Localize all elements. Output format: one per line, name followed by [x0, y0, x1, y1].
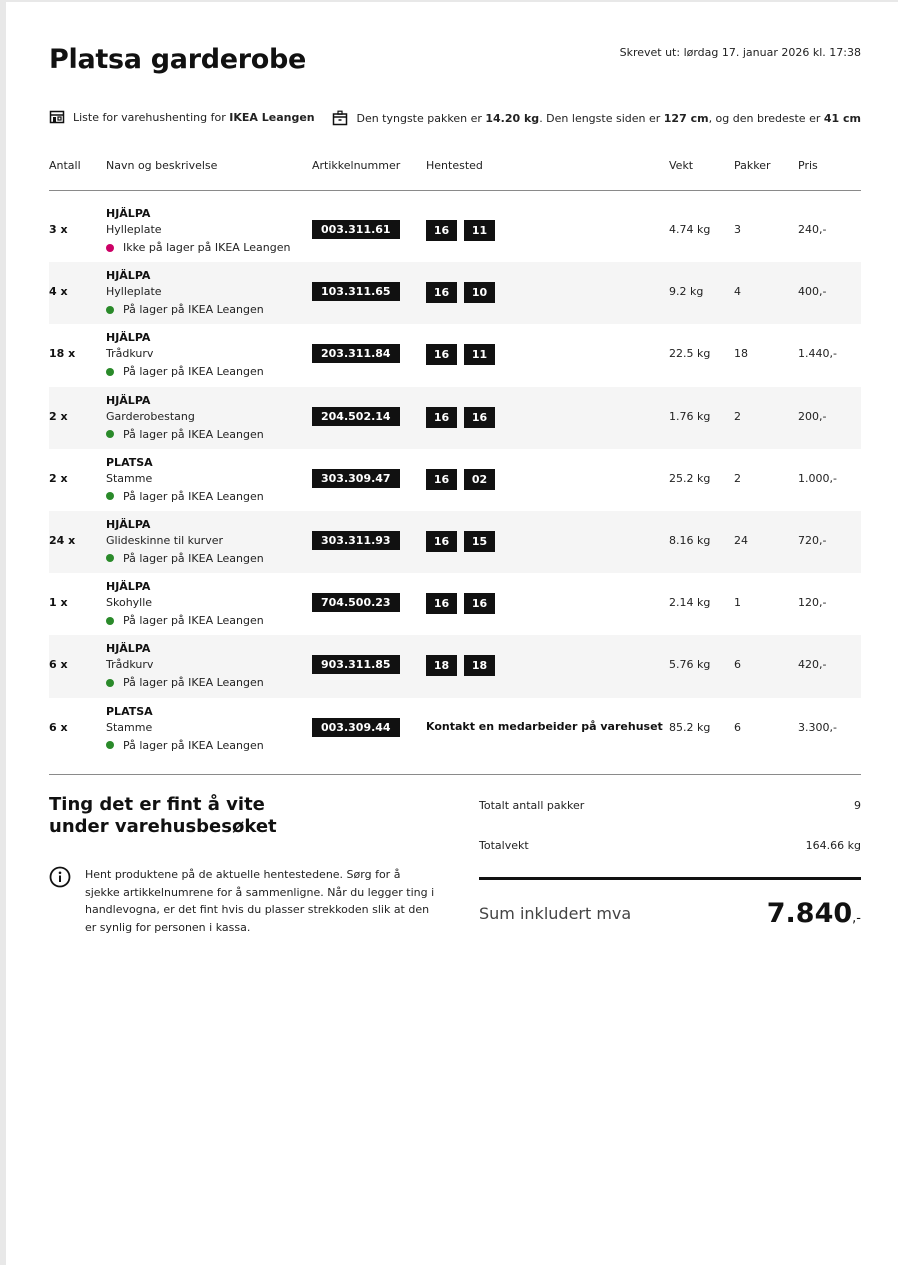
item-price: 200,-: [798, 409, 827, 423]
item-weight: 8.16 kg: [669, 533, 711, 547]
page-frame-left: [0, 0, 6, 1265]
stock-status: [106, 490, 264, 503]
info-icon: [49, 866, 71, 888]
package-icon: [332, 110, 348, 126]
location-aisle: 16: [426, 407, 457, 428]
total-weight-label: Totalvekt: [479, 839, 529, 852]
item-price: 1.440,-: [798, 347, 837, 361]
total-weight-value: 164.66 kg: [805, 839, 861, 852]
item-name: HJÄLPA: [106, 331, 151, 345]
stock-status-text: På lager på IKEA Leangen: [123, 303, 264, 317]
location-bin: 10: [464, 282, 495, 303]
item-packages: 18: [734, 347, 748, 361]
stock-status-dot: [106, 617, 114, 625]
stock-status-text: På lager på IKEA Leangen: [123, 738, 264, 752]
grand-total-label: Sum inkludert mva: [479, 904, 632, 923]
table-row: [49, 573, 861, 635]
article-number: 903.311.85: [312, 655, 400, 674]
stock-status-text: På lager på IKEA Leangen: [123, 676, 264, 690]
location-note: Kontakt en medarbeider på varehuset: [426, 719, 663, 733]
stock-status-dot: [106, 492, 114, 500]
item-name: HJÄLPA: [106, 642, 151, 656]
longest-side: 127 cm: [663, 111, 709, 125]
item-quantity: 4 x: [49, 285, 68, 299]
item-name: PLATSA: [106, 455, 153, 469]
item-quantity: 18 x: [49, 347, 76, 361]
grand-total-amount: 7.840: [766, 898, 853, 929]
table-row: [49, 511, 861, 573]
grand-total-suffix: ,-: [852, 911, 861, 926]
table-row: [49, 449, 861, 511]
item-description: Stamme: [106, 471, 153, 485]
stock-status-text: På lager på IKEA Leangen: [123, 365, 264, 379]
item-quantity: 2 x: [49, 409, 68, 423]
column-price: Pris: [798, 159, 818, 172]
column-packs: Pakker: [734, 159, 771, 172]
stock-status-dot: [106, 244, 114, 252]
total-packs-label: Totalt antall pakker: [479, 799, 585, 812]
store-icon: [49, 110, 65, 124]
item-price: 400,-: [798, 285, 827, 299]
item-packages: 6: [734, 720, 741, 734]
total-rule: [479, 877, 861, 880]
item-price: 420,-: [798, 658, 827, 672]
column-qty: Antall: [49, 159, 81, 172]
item-description: Stamme: [106, 720, 153, 734]
item-weight: 4.74 kg: [669, 223, 711, 236]
stock-status: [106, 241, 290, 254]
stock-status-text: På lager på IKEA Leangen: [123, 489, 264, 503]
store-info-prefix: Liste for varehushenting for: [73, 110, 226, 124]
item-quantity: 24 x: [49, 533, 76, 547]
item-quantity: 3 x: [49, 223, 68, 236]
stock-status-dot: [106, 679, 114, 687]
item-weight: 5.76 kg: [669, 658, 711, 672]
item-description: Hylleplate: [106, 285, 162, 299]
stock-status-text: På lager på IKEA Leangen: [123, 551, 264, 565]
item-name: HJÄLPA: [106, 517, 151, 531]
item-name: HJÄLPA: [106, 393, 151, 407]
stock-status-text: På lager på IKEA Leangen: [123, 427, 264, 441]
tips-text: Hent produktene på de aktuelle hentestedene. Sørg for å sjekke artikkelnumrene for å sammenligne. Når du legger ting i handlevogna, er det fint hvis du plasser strekkoden slik at den er synlig for personen i kassa.: [85, 868, 435, 934]
location-bin: 16: [464, 593, 495, 614]
location-aisle: 16: [426, 469, 457, 490]
item-packages: 4: [734, 285, 741, 299]
item-description: Trådkurv: [106, 347, 154, 361]
stock-status: [106, 552, 264, 565]
location-bin: 18: [464, 655, 495, 676]
location-aisle: 16: [426, 220, 457, 241]
stock-status-dot: [106, 306, 114, 314]
location-aisle: 16: [426, 531, 457, 552]
printed-timestamp: Skrevet ut: lørdag 17. januar 2026 kl. 17:38: [619, 46, 861, 59]
item-weight: 9.2 kg: [669, 285, 704, 299]
grand-total-value: [767, 898, 861, 929]
location-aisle: 18: [426, 655, 457, 676]
location-bin: 02: [464, 469, 495, 490]
item-packages: 1: [734, 596, 741, 610]
item-quantity: 2 x: [49, 471, 68, 485]
location-aisle: 16: [426, 344, 457, 365]
item-name: HJÄLPA: [106, 207, 151, 220]
article-number: 204.502.14: [312, 407, 400, 426]
item-description: Glideskinne til kurver: [106, 533, 223, 547]
stock-status-dot: [106, 554, 114, 562]
item-quantity: 6 x: [49, 720, 68, 734]
stock-status: [106, 365, 264, 378]
location-bin: 11: [464, 344, 495, 365]
table-row: [49, 262, 861, 324]
stock-status: [106, 739, 264, 752]
item-packages: 24: [734, 533, 748, 547]
table-row: [49, 635, 861, 697]
item-description: Skohylle: [106, 596, 153, 610]
article-number: 203.311.84: [312, 344, 400, 363]
package-info: [332, 110, 861, 126]
item-weight: 22.5 kg: [669, 347, 711, 361]
item-name: PLATSA: [106, 704, 153, 718]
location-bin: 16: [464, 407, 495, 428]
table-row: [49, 698, 861, 760]
column-artnum: Artikkelnummer: [312, 159, 401, 172]
item-packages: 3: [734, 223, 741, 236]
column-location: Hentested: [426, 159, 483, 172]
article-number: 103.311.65: [312, 282, 400, 301]
stock-status-dot: [106, 741, 114, 749]
stock-status-text: Ikke på lager på IKEA Leangen: [123, 241, 291, 254]
table-row: [49, 200, 861, 262]
table-row: [49, 324, 861, 386]
article-number: 003.311.61: [312, 220, 400, 239]
location-bin: 11: [464, 220, 495, 241]
stock-status: [106, 676, 264, 689]
page-frame-top: [0, 0, 898, 2]
package-info-text-1: Den tyngste pakken er: [356, 111, 482, 125]
heaviest-package: 14.20 kg: [485, 111, 540, 125]
item-quantity: 1 x: [49, 596, 68, 610]
item-packages: 2: [734, 471, 741, 485]
item-quantity: 6 x: [49, 658, 68, 672]
article-number: 303.311.93: [312, 531, 400, 550]
package-info-text-3: , og den bredeste er: [708, 111, 821, 125]
item-weight: 85.2 kg: [669, 720, 711, 734]
product-table: [49, 200, 861, 760]
stock-status: [106, 303, 264, 316]
item-name: HJÄLPA: [106, 269, 151, 283]
location-aisle: 16: [426, 593, 457, 614]
item-price: 3.300,-: [798, 720, 837, 734]
item-weight: 1.76 kg: [669, 409, 711, 423]
stock-status: [106, 428, 264, 441]
package-info-text-2: . Den lengste siden er: [539, 111, 661, 125]
stock-status-dot: [106, 368, 114, 376]
item-price: 720,-: [798, 533, 827, 547]
widest-side: 41 cm: [823, 111, 861, 125]
location-aisle: 16: [426, 282, 457, 303]
item-packages: 2: [734, 409, 741, 423]
item-packages: 6: [734, 658, 741, 672]
item-description: Garderobestang: [106, 409, 195, 423]
page-title: Platsa garderobe: [49, 44, 307, 75]
column-name: Navn og beskrivelse: [106, 159, 218, 172]
table-row: [49, 387, 861, 449]
item-price: 240,-: [798, 223, 827, 236]
article-number: 303.309.47: [312, 469, 400, 488]
table-bottom-divider: [49, 774, 861, 775]
item-weight: 2.14 kg: [669, 596, 711, 610]
store-info: [49, 110, 315, 124]
item-description: Trådkurv: [106, 658, 154, 672]
column-weight: Vekt: [669, 159, 694, 172]
stock-status-text: På lager på IKEA Leangen: [123, 614, 264, 628]
item-weight: 25.2 kg: [669, 471, 711, 485]
total-packs-value: 9: [854, 799, 861, 812]
stock-status: [106, 614, 264, 627]
tips-title: Ting det er fint å vite under varehusbesøket: [49, 794, 277, 837]
item-price: 120,-: [798, 596, 827, 610]
stock-status-dot: [106, 430, 114, 438]
article-number: 003.309.44: [312, 718, 400, 737]
article-number: 704.500.23: [312, 593, 400, 612]
item-description: Hylleplate: [106, 223, 162, 236]
table-header: [49, 158, 861, 191]
store-name: IKEA Leangen: [229, 110, 315, 124]
location-bin: 15: [464, 531, 495, 552]
item-name: HJÄLPA: [106, 580, 151, 594]
item-price: 1.000,-: [798, 471, 837, 485]
